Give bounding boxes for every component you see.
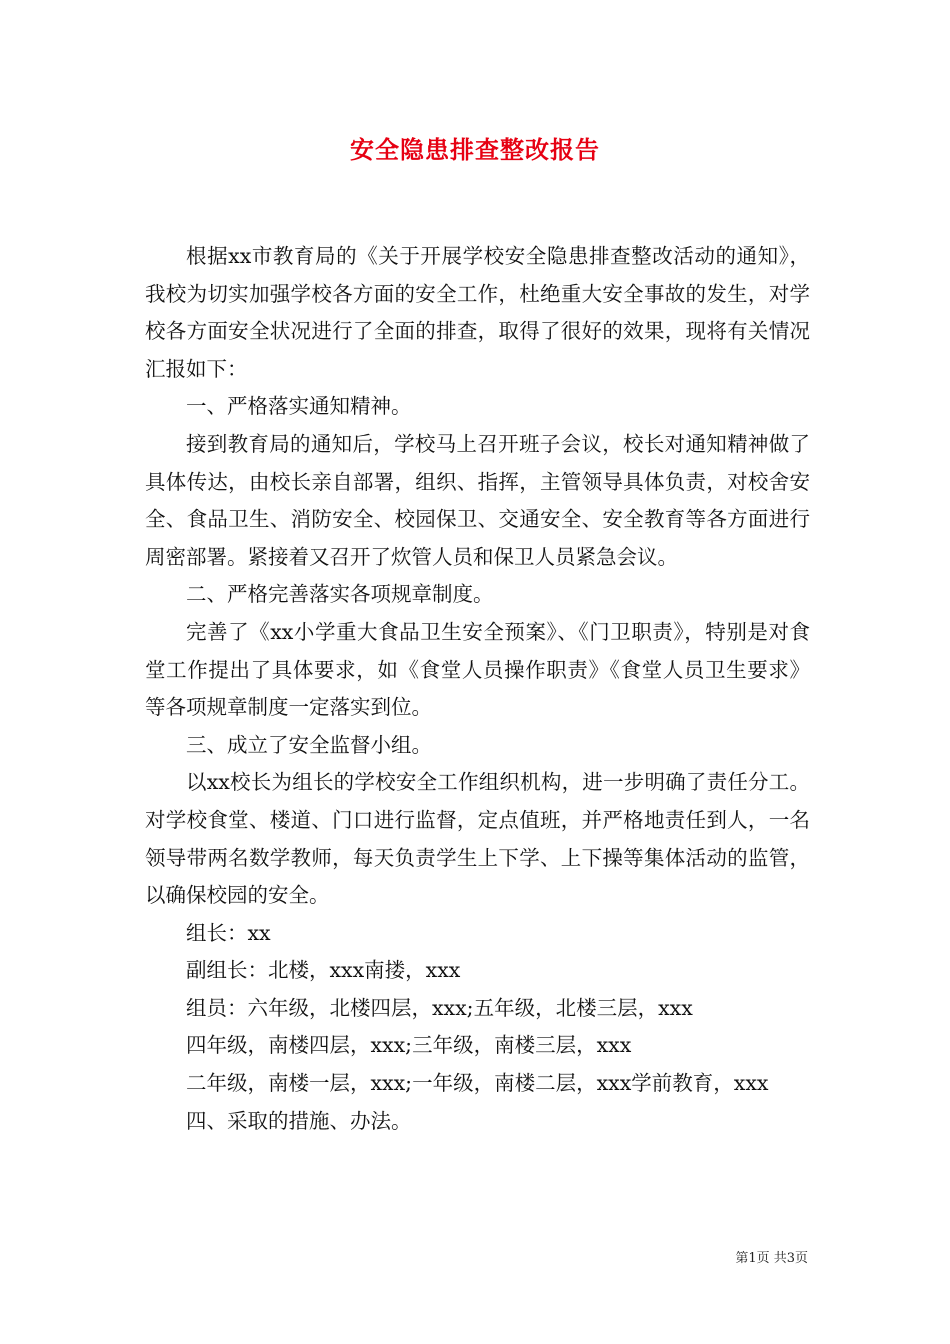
- paragraph-section-1: 接到教育局的通知后，学校马上召开班子会议，校长对通知精神做了具体传达，由校长亲自部署，组织、指挥，主管领导具体负责，对校舍安全、食品卫生、消防安全、校园保卫、交通安全、安全教育等各方面进行周密部署。紧接着又召开了炊管人员和保卫人员紧急会议。: [145, 431, 810, 569]
- paragraph-section-2: 完善了《xx小学重大食品卫生安全预案》、《门卫职责》，特别是对食堂工作提出了具体要求，如《食堂人员操作职责》《食堂人员卫生要求》等各项规章制度一定落实到位。: [145, 619, 810, 720]
- paragraph-section-3: 以xx校长为组长的学校安全工作组织机构，进一步明确了责任分工。对学校食堂、楼道、门口进行监督，定点值班，并严格地责任到人，一名领导带两名数学教师，每天负责学生上下学、上下操等集体活动的监管，以确保校园的安全。: [145, 770, 810, 908]
- section-heading-1: 一、严格落实通知精神。: [186, 394, 412, 419]
- section-heading-2: 二、严格完善落实各项规章制度。: [186, 582, 494, 607]
- deputy-leader-line: 副组长：北楼，xxx南搂，xxx: [186, 958, 461, 983]
- paragraph-intro: 根据xx市教育局的《关于开展学校安全隐患排查整改活动的通知》，我校为切实加强学校各方面的安全工作，杜绝重大安全事故的发生，对学校各方面安全状况进行了全面的排查，取得了很好的效果，现将有关情况汇报如下：: [145, 244, 810, 381]
- section-heading-3: 三、成立了安全监督小组。: [186, 732, 432, 757]
- members-line-3: 二年级，南楼一层，xxx;一年级，南楼二层，xxx学前教育，xxx: [186, 1071, 769, 1096]
- section-heading-4: 四、采取的措施、办法。: [186, 1108, 412, 1133]
- document-body: [145, 238, 810, 1140]
- members-line-2: 四年级，南楼四层，xxx;三年级，南楼三层，xxx: [186, 1033, 632, 1058]
- members-line-1: 组员：六年级，北楼四层，xxx;五年级，北楼三层，xxx: [186, 995, 693, 1020]
- document-title: 安全隐患排查整改报告: [350, 135, 600, 164]
- group-leader-line: 组长：xx: [186, 920, 271, 945]
- page-number-footer: 第1页 共3页: [735, 1251, 808, 1266]
